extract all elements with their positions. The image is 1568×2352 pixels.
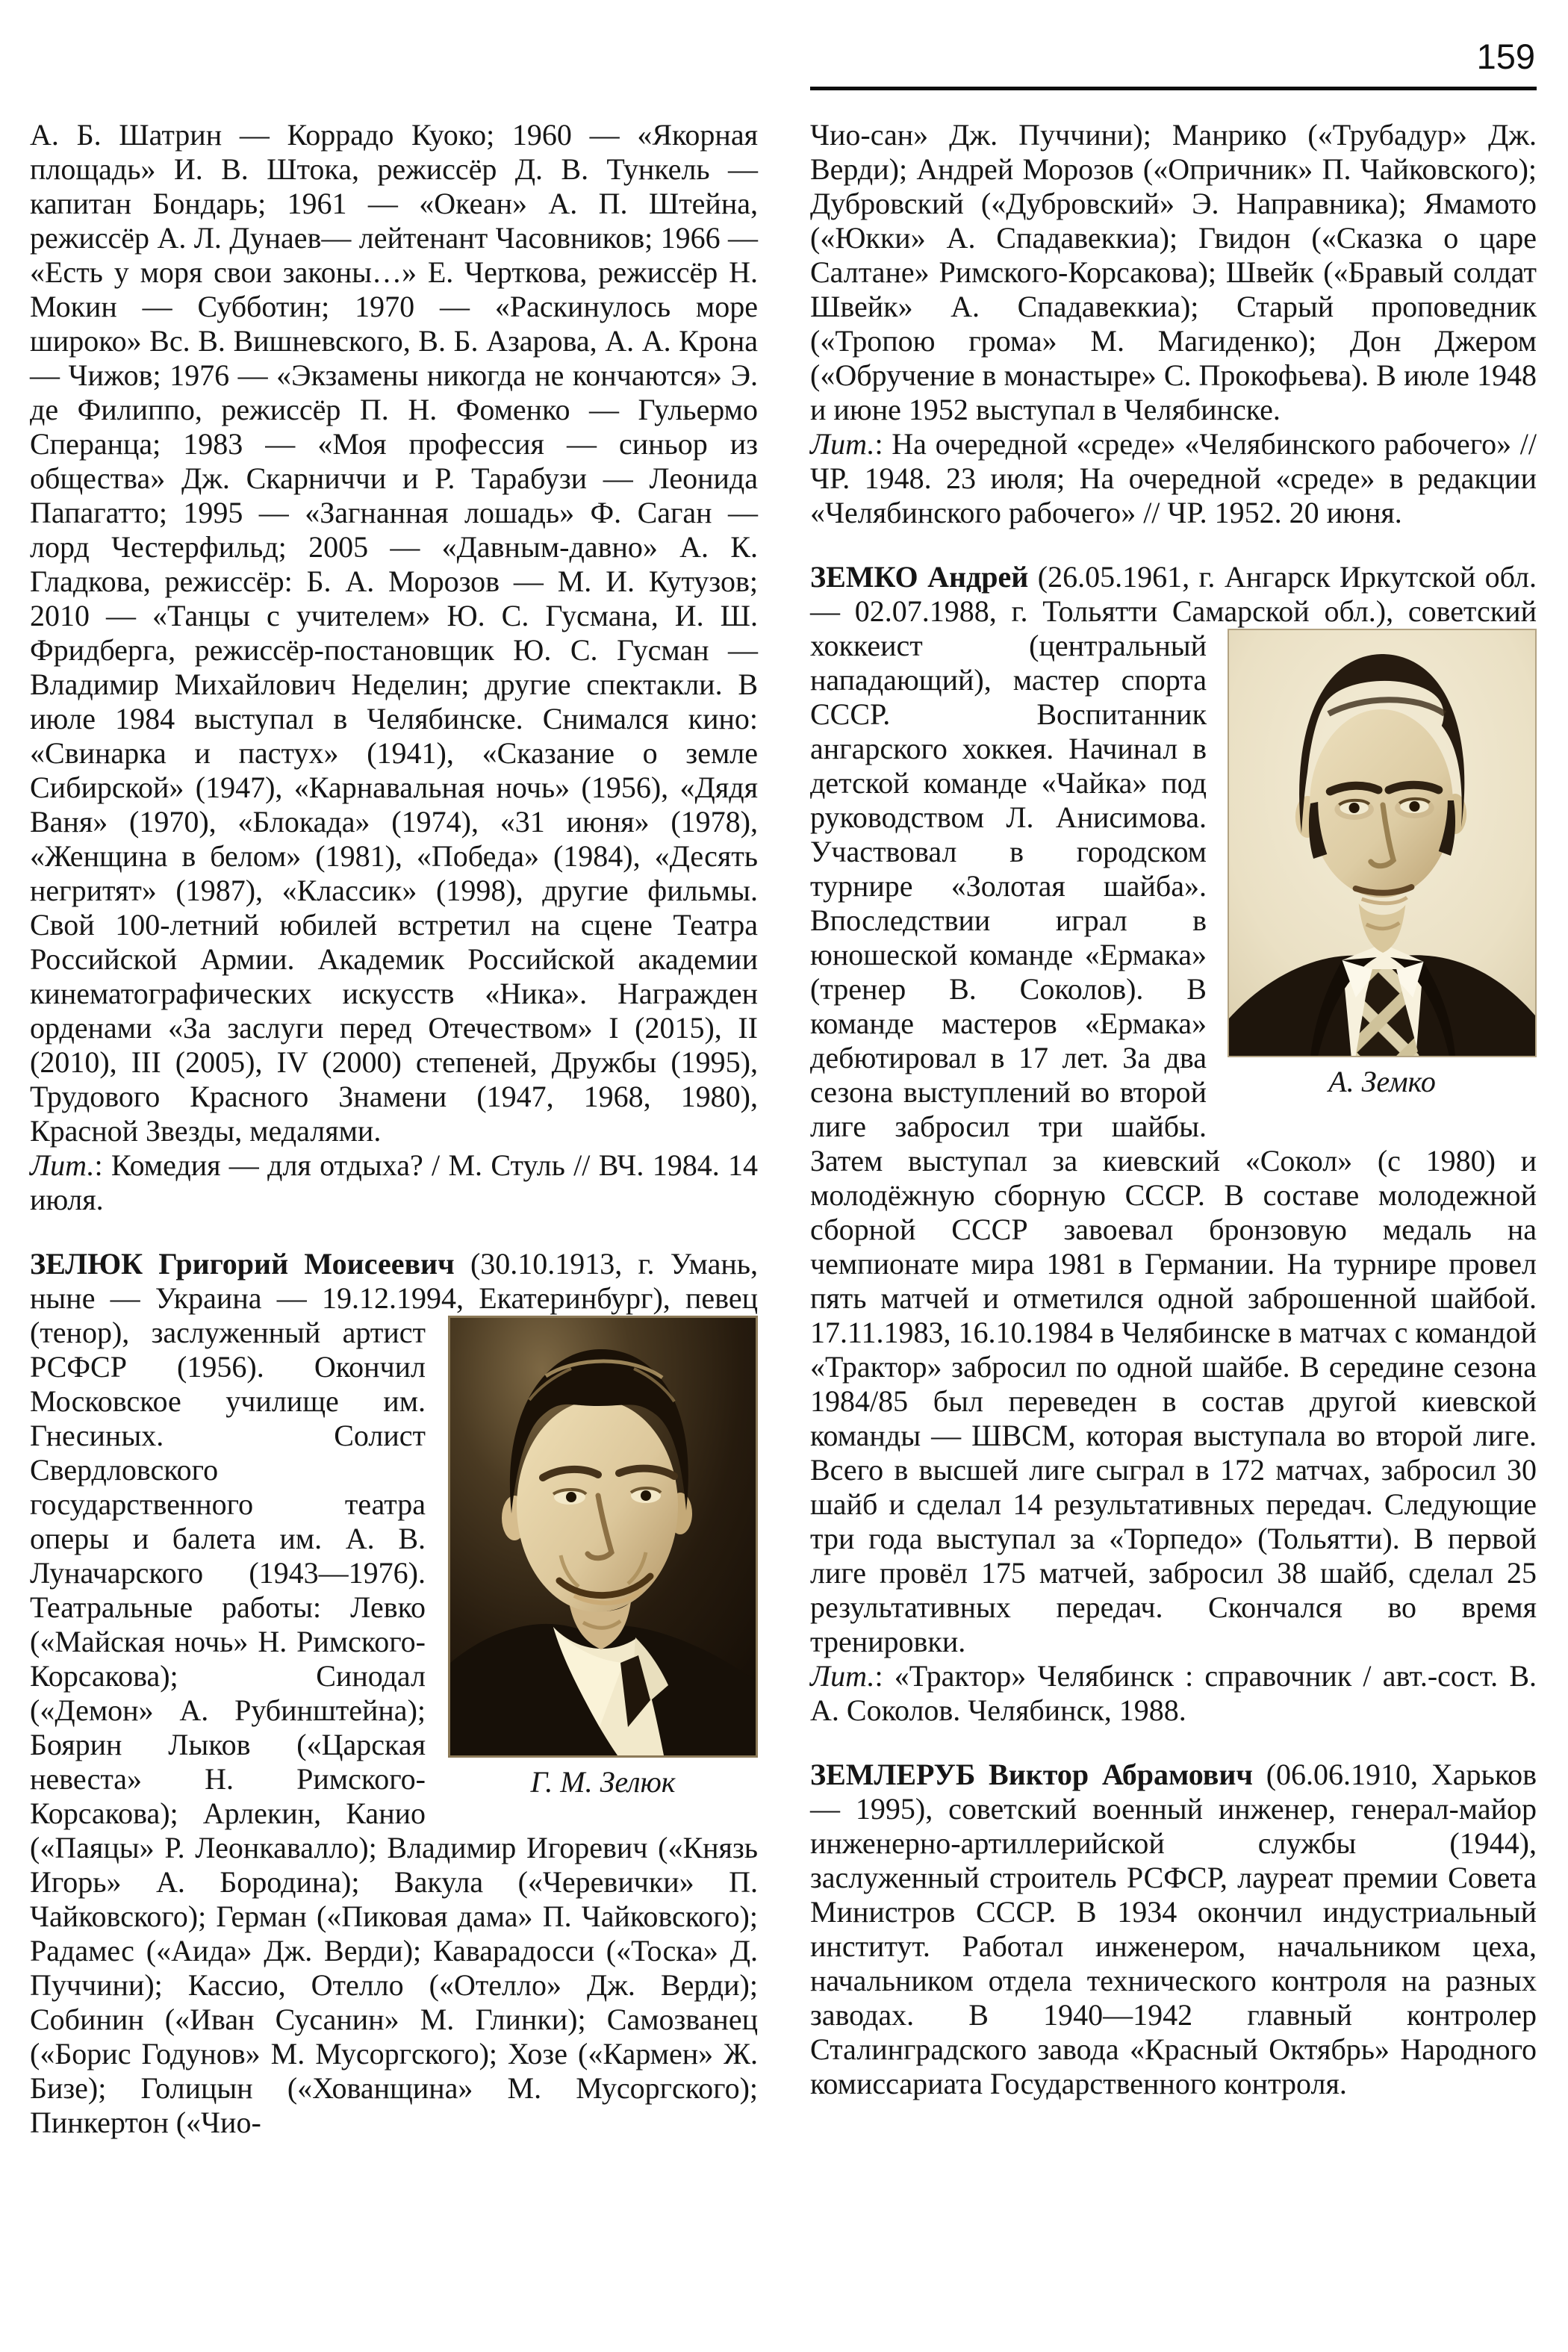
zemko-photo-caption: А. Земко bbox=[1328, 1065, 1436, 1098]
zemko-headword: ЗЕМКО Андрей bbox=[810, 560, 1029, 594]
zelyuk-photo bbox=[448, 1316, 758, 1758]
zemko-text: (26.05.1961, г. Ангарск Иркутской обл. — 02.07.1988, г. Тольятти Самарской обл.), советский хоккеист (центральный нападающий), мастер спорта СССР. Воспитанник ангарского хоккея. Начинал в детской команде «Чайка» под руководством Л. Анисимова. Участвовал в городском турнире «Золотая шайба». Впоследствии играл в юношеской команде «Ермака» (тренер В. Соколов). В команде мастеров «Ермака» дебютировал в 17 лет. За два сезона выступлений во второй лиге забросил три шайбы. Затем выступал за киевский «Сокол» (с 1980) и молодёжную сборную СССР. В составе молодежной сборной СССР завоевал бронзовую медаль на чемпионате мира 1981 в Германии. На турнире провел пять матчей и отметился одной заброшенной шайбой. 17.11.1983, 16.10.1984 в Челябинске в матчах с командой «Трактор» забросил по одной шайбе. В середине сезона 1984/85 был переведен в состав другой киевской команды — ШВСМ, которая выступала во второй лиге. Всего в высшей лиге сыграл в 172 матчах, забросил 30 шайб и сделал 14 результативных передач. Следующие три года выступал за «Торпедо» (Тольятти). В первой лиге провёл 175 матчей, забросил 38 шайб, сделал 25 результативных передач. Скончался во время тренировки. bbox=[810, 560, 1537, 1658]
zelyuk-continuation-text: Чио-сан» Дж. Пуччини); Манрико («Трубадур» Дж. Верди); Андрей Морозов («Опричник» П. Чайковского); Дубровский («Дубровский» Э. Направника); Ямамото («Юкки» А. Спадавеккиа); Гвидон («Сказка о царе Салтане» Римского-Корсакова); Швейк («Бравый солдат Швейк» А. Спадавеккиа); Старый проповедник («Тропою грома» М. Магиденко); Дон Джером («Обручение в монастыре» С. Прокофьева). В июле 1948 и июне 1952 выступал в Челябинске. bbox=[810, 118, 1537, 426]
lit-reference-zelyuk bbox=[810, 427, 1537, 530]
lit-text: : Комедия — для отдыха? / М. Стуль // ВЧ. 1984. 14 июля. bbox=[30, 1148, 758, 1216]
lit-label: Лит. bbox=[810, 1659, 875, 1693]
header-rule bbox=[810, 87, 1537, 90]
entry-shatrin-continuation bbox=[30, 118, 758, 1148]
entry-zelyuk-continuation bbox=[810, 118, 1537, 427]
continuation-text: А. Б. Шатрин — Коррадо Куоко; 1960 — «Якорная площадь» И. В. Штока, режиссёр Д. В. Тункель — капитан Бондарь; 1961 — «Океан» А. П. Штейна, режиссёр А. Л. Дунаев— лейтенант Часовников; 1966 — «Есть у моря свои законы…» Е. Черткова, режиссёр Н. Мокин — Субботин; 1970 — «Раскинулось море широко» Вс. В. Вишневского, В. Б. Азарова, А. А. Крона — Чижов; 1976 — «Экзамены никогда не кончаются» Э. де Филиппо, режиссёр П. Н. Фоменко — Гульермо Сперанца; 1983 — «Моя профессия — синьор из общества» Дж. Скарниччи и Р. Тарабузи — Леонида Папагатто; 1995 — «Загнанная лошадь» Ф. Саган — лорд Честерфильд; 2005 — «Давным-давно» А. К. Гладкова, режиссёр: Б. А. Морозов — М. И. Кутузов; 2010 — «Танцы с учителем» Ю. С. Гусмана, И. Ш. Фридберга, режиссёр-постановщик Ю. С. Гусман — Владимир Михайлович Неделин; другие спектакли. В июле 1984 выступал в Челябинске. Снимался кино: «Свинарка и пастух» (1941), «Сказание о земле Сибирской» (1947), «Карнавальная ночь» (1956), «Дядя Ваня» (1970), «Блокада» (1974), «31 июня» (1978), «Женщина в белом» (1981), «Победа» (1984), «Десять негритят» (1987), «Классик» (1998), другие фильмы. Свой 100-летний юбилей встретил на сцене Театра Российской Армии. Академик Российской академии кинематографических искусств «Ника». Награжден орденами «За заслуги перед Отечеством» I (2015), II (2010), III (2005), IV (2000) степеней, Дружбы (1995), Трудового Красного Знамени (1947, 1968, 1980), Красной Звезды, медалями. bbox=[30, 118, 758, 1148]
lit-reference-shatrin bbox=[30, 1148, 758, 1217]
zelyuk-photo-caption: Г. М. Зелюк bbox=[530, 1765, 676, 1799]
page-number: 159 bbox=[1476, 37, 1535, 76]
entry-zelyuk bbox=[30, 1247, 758, 2140]
zelyuk-headword: ЗЕЛЮК Григорий Моисеевич bbox=[30, 1247, 455, 1281]
text-columns bbox=[30, 118, 1537, 2140]
right-column bbox=[810, 118, 1537, 2140]
left-column bbox=[30, 118, 758, 2140]
zemko-photo bbox=[1228, 629, 1537, 1057]
lit-reference-zemko bbox=[810, 1659, 1537, 1728]
lit-label: Лит. bbox=[810, 427, 875, 461]
lit-label: Лит. bbox=[30, 1148, 95, 1182]
zemko-figure bbox=[1207, 560, 1537, 1099]
zemlerub-headword: ЗЕМЛЕРУБ Виктор Абрамович bbox=[810, 1758, 1253, 1791]
zelyuk-figure bbox=[426, 1247, 758, 1799]
zemlerub-text: (06.06.1910, Харьков — 1995), советский военный инженер, генерал-майор инженерно-артиллерийской службы (1944), заслуженный строитель РСФСР, лауреат премии Совета Министров СССР. В 1934 окончил индустриальный институт. Работал инженером, начальником цеха, начальником отдела технического контроля на разных заводах. В 1940—1942 главный контролер Сталинградского завода «Красный Октябрь» Народного комиссариата Государственного контроля. bbox=[810, 1758, 1537, 2100]
entry-zemlerub bbox=[810, 1758, 1537, 2101]
lit-text: : На очередной «среде» «Челябинского рабочего» // ЧР. 1948. 23 июля; На очередной «среде» в редакции «Челябинского рабочего» // ЧР. 1952. 20 июня. bbox=[810, 427, 1537, 529]
lit-text: : «Трактор» Челябинск : справочник / авт.-сост. В. А. Соколов. Челябинск, 1988. bbox=[810, 1659, 1537, 1727]
entry-zemko bbox=[810, 560, 1537, 1659]
zelyuk-text: (30.10.1913, г. Умань, ныне — Украина — 19.12.1994, Екатеринбург), певец (тенор), заслуженный артист РСФСР (1956). Окончил Московское училище им. Гнесиных. Солист Свердловского государственного театра оперы и балета им. А. В. Луначарского (1943—1976). Театральные работы: Левко («Майская ночь» Н. Римского-Корсакова); Синодал («Демон» А. Рубинштейна); Боярин Лыков («Царская невеста» Н. Римского-Корсакова); Арлекин, Канио («Паяцы» Р. Леонкавалло); Владимир Игоревич («Князь Игорь» А. Бородина); Вакула («Черевички» П. Чайковского); Герман («Пиковая дама» П. Чайковского); Радамес («Аида» Дж. Верди); Каварадосси («Тоска» Д. Пуччини); Кассио, Отелло («Отелло» Дж. Верди); Собинин («Иван Сусанин» М. Глинки); Самозванец («Борис Годунов» М. Мусоргского); Хозе («Кармен» Ж. Бизе); Голицын («Хованщина» М. Мусоргского); Пинкертон («Чио- bbox=[30, 1247, 758, 2139]
